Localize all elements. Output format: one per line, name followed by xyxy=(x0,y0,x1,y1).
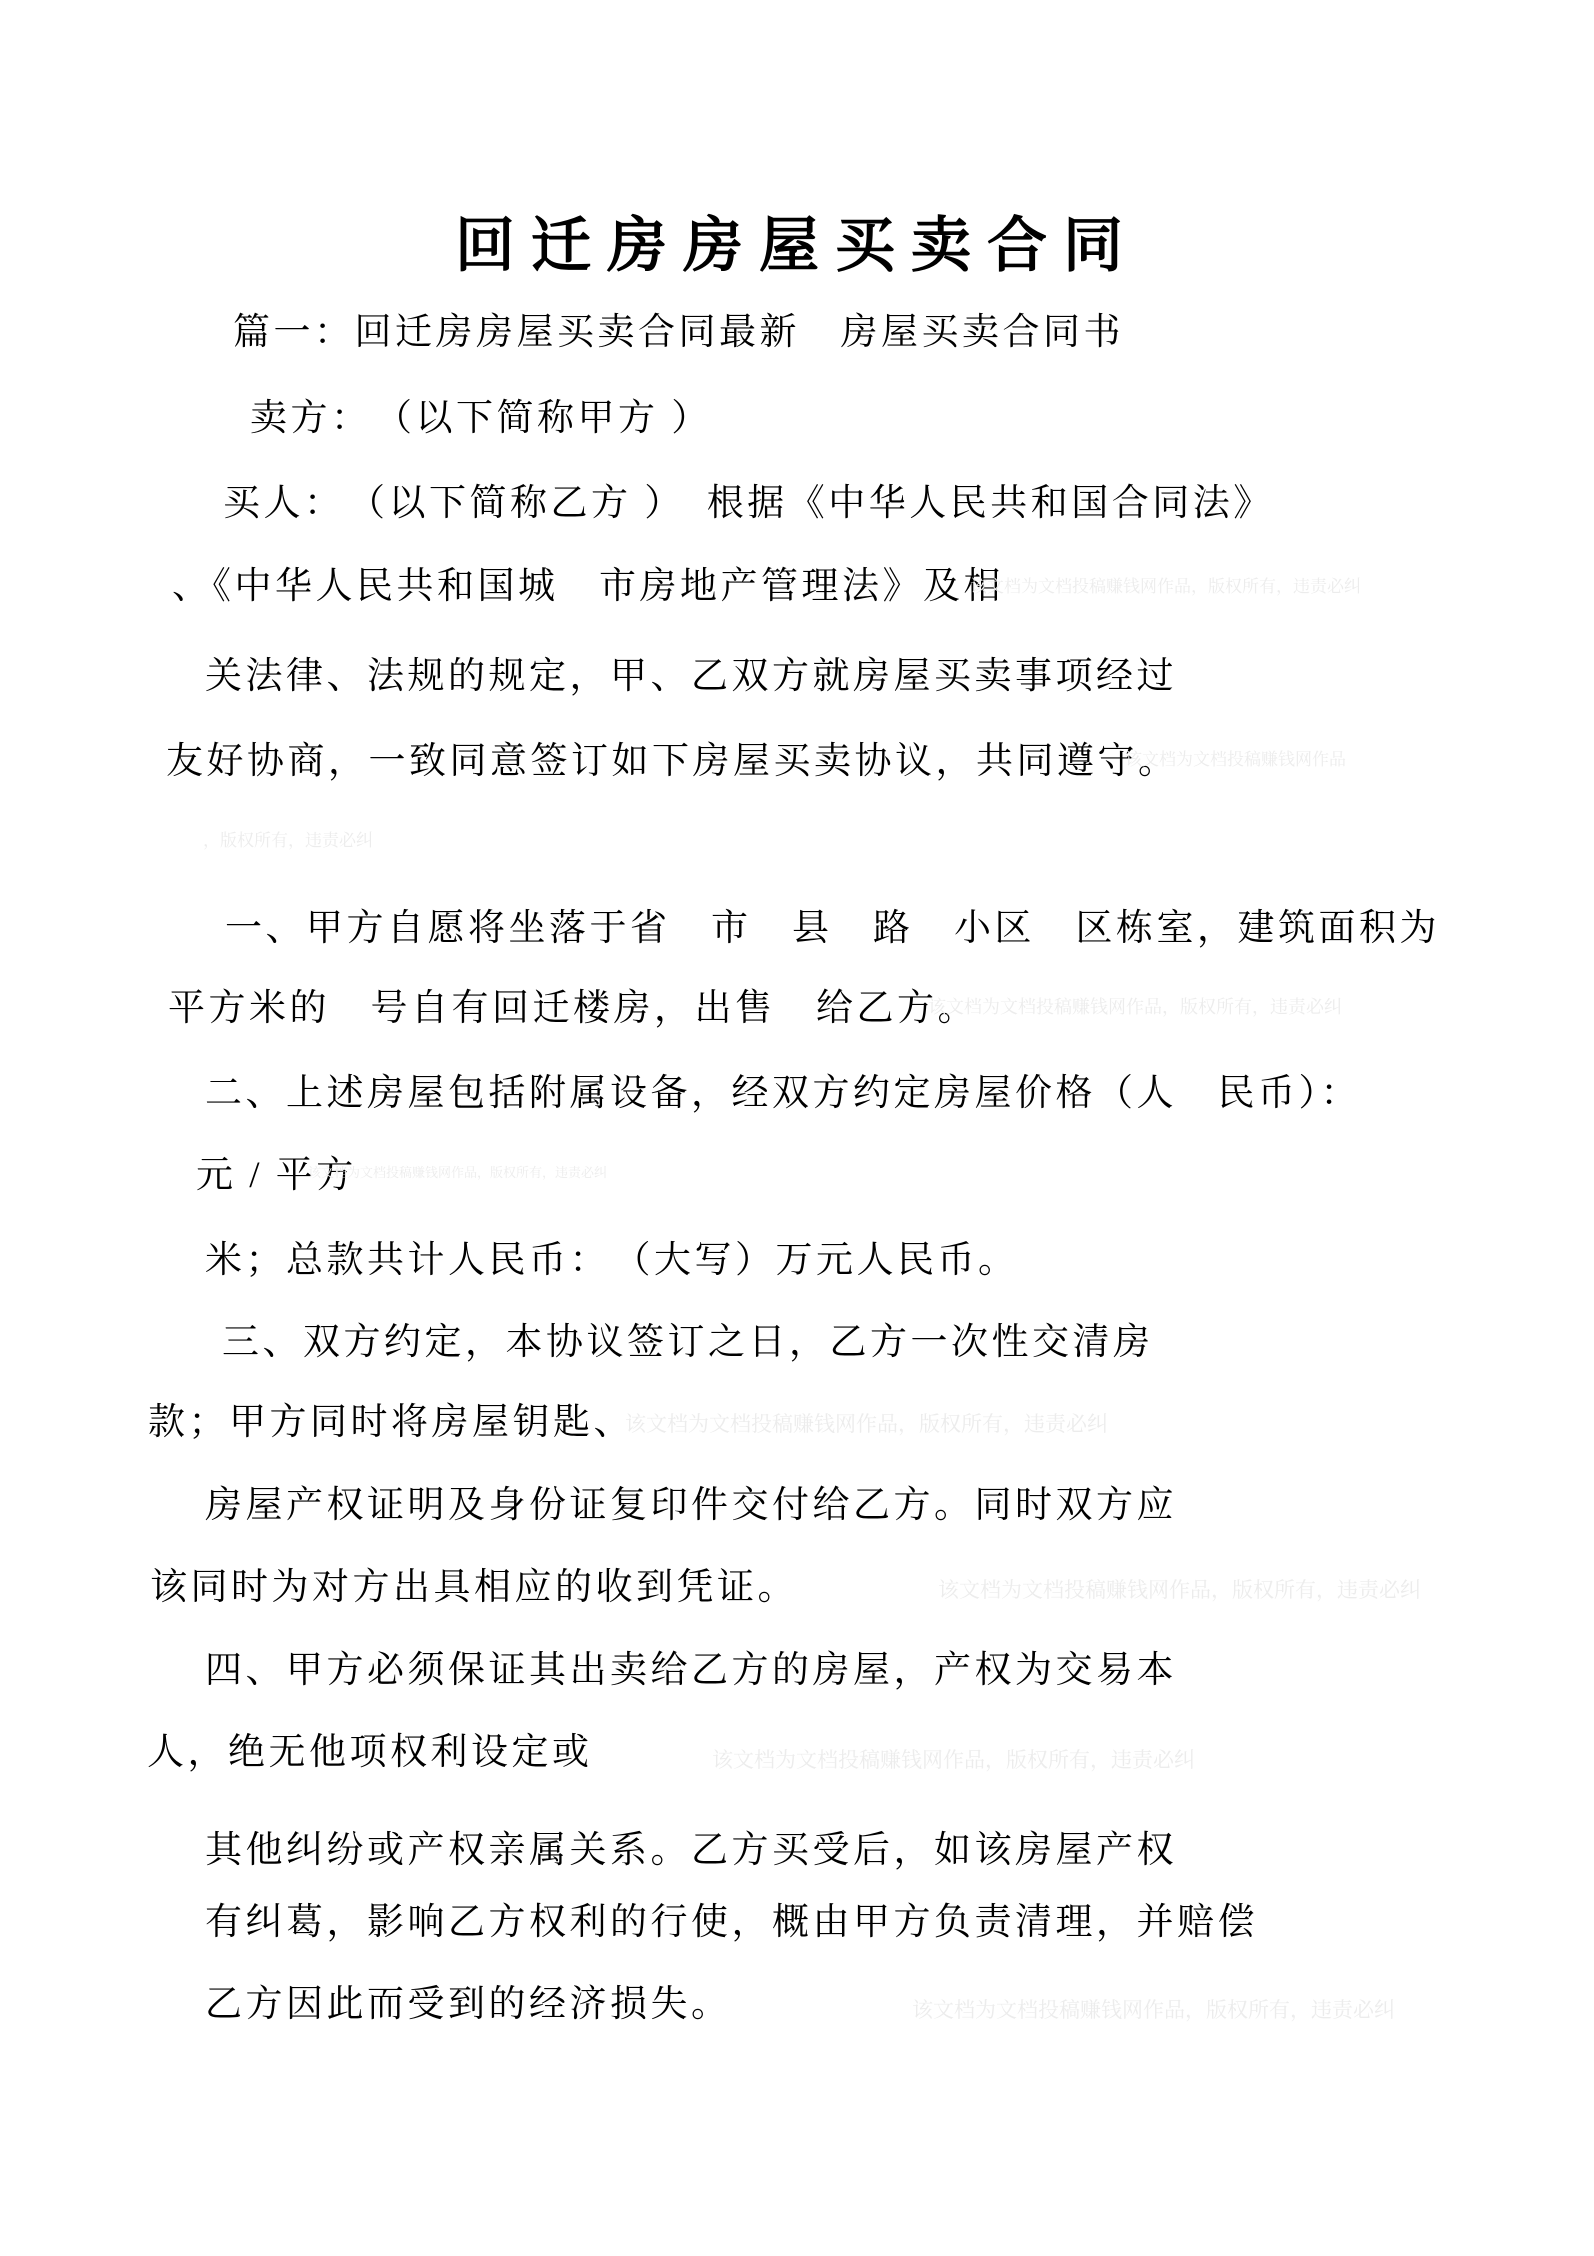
text-line: 房屋产权证明及身份证复印件交付给乙方。同时双方应 xyxy=(205,1485,1177,1526)
text-line: 人，绝无他项权利设定或 xyxy=(147,1732,593,1773)
text-line: 该同时为对方出具相应的收到凭证。 xyxy=(150,1567,798,1608)
text-line: 二、上述房屋包括附属设备，经双方约定房屋价格（人 民币）： xyxy=(205,1073,1361,1114)
text-line: 友好协商，一致同意签订如下房屋买卖协议，共同遵守。 xyxy=(166,741,1179,782)
text-line: 、《中华人民共和国城 市房地产管理法》及相 xyxy=(172,566,1004,607)
text-line: 米；总款共计人民币： （大写）万元人民币。 xyxy=(205,1240,1019,1281)
text-line: 买人： （以下简称乙方 ） 根据《中华人民共和国合同法》 xyxy=(223,483,1274,524)
text-line: 关法律、法规的规定，甲、乙双方就房屋买卖事项经过 xyxy=(205,656,1177,697)
text-line: 一、甲方自愿将坐落于省 市 县 路 小区 区栋室，建筑面积为 xyxy=(225,908,1440,949)
watermark-text: 该文档为文档投稿赚钱网作品，版权所有，违责必纠 xyxy=(970,577,1361,597)
text-line: 款；甲方同时将房屋钥匙、 xyxy=(148,1402,634,1443)
text-line: 四、甲方必须保证其出卖给乙方的房屋，产权为交易本 xyxy=(205,1650,1177,1691)
text-line: 篇一：回迁房房屋买卖合同最新 房屋买卖合同书 xyxy=(233,312,1124,353)
watermark-text: 该文档为文档投稿赚钱网作品 xyxy=(1125,750,1346,770)
text-line: 平方米的 号自有回迁楼房，出售 给乙方。 xyxy=(168,988,978,1029)
watermark-text: 该文档为文档投稿赚钱网作品，版权所有，违责必纠 xyxy=(712,1748,1195,1772)
watermark-text: 该文档为文档投稿赚钱网作品，版权所有，违责必纠 xyxy=(912,1998,1395,2022)
watermark-text: 该文档为文档投稿赚钱网作品，版权所有，违责必纠 xyxy=(928,997,1342,1018)
text-line: 其他纠纷或产权亲属关系。乙方买受后，如该房屋产权 xyxy=(205,1830,1177,1871)
watermark-text: ，版权所有，违责必纠 xyxy=(203,831,373,851)
text-line: 乙方因此而受到的经济损失。 xyxy=(205,1984,732,2025)
text-line: 三、双方约定，本协议签订之日，乙方一次性交清房 xyxy=(222,1322,1154,1363)
watermark-text: 该文档为文档投稿赚钱网作品，版权所有，违责必纠 xyxy=(308,1166,608,1181)
text-line: 有纠葛，影响乙方权利的行使，概由甲方负责清理，并赔偿 xyxy=(205,1902,1258,1943)
text-line: 卖方： （以下简称甲方 ） xyxy=(250,398,712,439)
text-line: 元 / 平方 xyxy=(196,1155,357,1196)
watermark-text: 该文档为文档投稿赚钱网作品，版权所有，违责必纠 xyxy=(938,1578,1421,1602)
document-title: 回迁房房屋买卖合同 xyxy=(455,211,1139,281)
watermark-text: 该文档为文档投稿赚钱网作品，版权所有，违责必纠 xyxy=(625,1412,1108,1436)
